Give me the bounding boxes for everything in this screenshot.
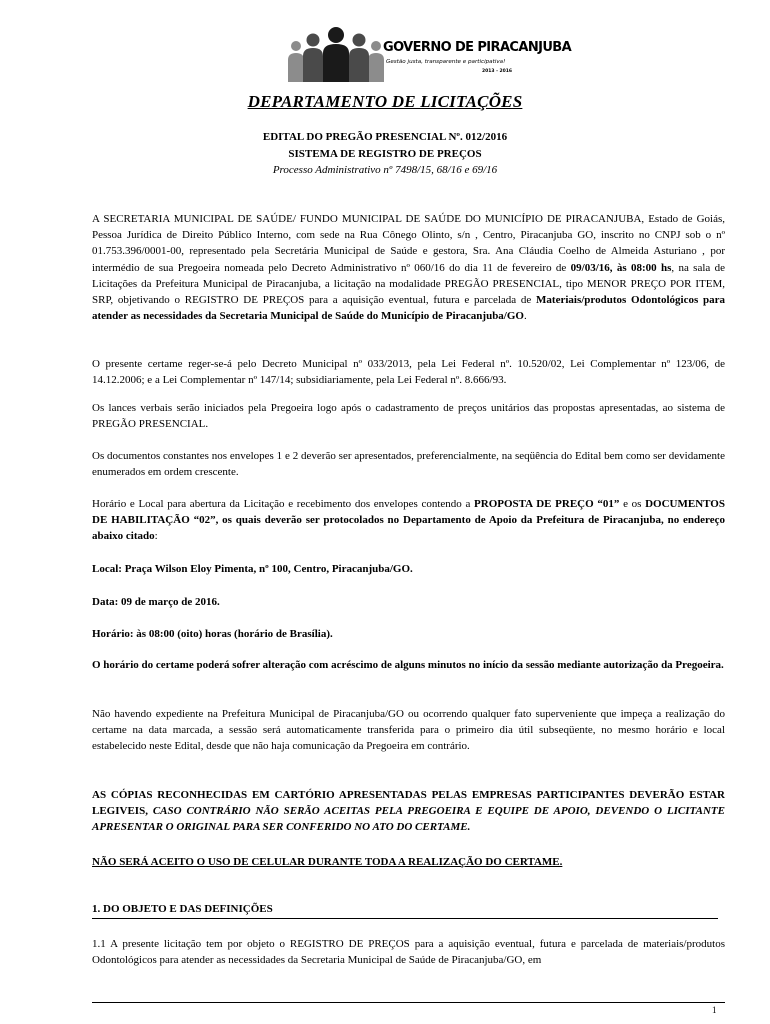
logo-years: 2013 - 2016 [482, 69, 513, 74]
logo-title: GOVERNO DE PIRACANJUBA [383, 40, 572, 55]
section-1-heading: 1. DO OBJETO E DAS DEFINIÇÕES [92, 903, 718, 919]
bids-paragraph: Os lances verbais serão iniciados pela Pregoeira logo após o cadastramento de preços unitários das propostas apresentadas, ao sistema de PREGÃO PRESENCIAL. [92, 402, 725, 431]
legal-basis-paragraph: O presente certame reger-se-á pelo Decreto Municipal nº 033/2013, pela Lei Federal nº. 10.520/02, Lei Complementar nº 123/06, de 14.12.2006; e a Lei Complementar nº 147/14; subsidiariamente, pela Lei Federal nº. 8.666/93. [92, 358, 725, 387]
footer-rule [92, 1002, 725, 1003]
intro-date: 09/03/16, às 08:00 hs [570, 261, 672, 274]
opening-text-c: e os [619, 498, 646, 510]
department-title: DEPARTAMENTO DE LICITAÇÕES [247, 92, 523, 111]
documents-label: DOCUMENTOS DE HABILITAÇÃO “02”, os quais deverão ser protocolados no Departamento de Apoio da Prefeitura de Piracanjuba, no endereço abaixo citado [92, 498, 725, 543]
page-number: 1 [712, 1005, 717, 1015]
government-logo [286, 26, 572, 82]
intro-object: Materiais/produtos Odontológicos para atender as necessidades da Secretaria Municipal de Saúde do Município de Piracanjuba/GO [92, 294, 725, 323]
section-1-1-paragraph: 1.1 A presente licitação tem por objeto o REGISTRO DE PREÇOS para a aquisição eventual, futura e parcelada de materiais/produtos Odontológicos para atender as necessidades da Secretaria Municipal de Saúde de Piracanjuba/GO, em [92, 938, 725, 967]
intro-text-a: A SECRETARIA MUNICIPAL DE SAÚDE/ FUNDO MUNICIPAL DE SAÚDE DO MUNICÍPIO DE PIRACANJUBA, Estado de Goiás, Pessoa Jurídica de Direito Público Interno, com sede na Rua Cônego Olinto, s/n , Centro, Piracanjuba GO, inscrito no CNPJ sob o nº 01.753.396/0001-00, representado pela Secretária Municipal de Saúde e gestora, Sra. Ana Cláudia Coelho de Almeida Asturiano , por intermédio de sua Pregoeira nomeada pelo Decreto Administrativo nº 060/16 do dia 11 de fevereiro de [92, 213, 725, 274]
intro-text-e: . [523, 310, 527, 323]
date-line: Data: 09 de março de 2016. [92, 596, 220, 608]
no-business-day-paragraph: Não havendo expediente na Prefeitura Municipal de Piracanjuba/GO ou ocorrendo qualquer fato superveniente que impeça a realização do certame na data marcada, a sessão será automaticamente transferida para o primeiro dia útil subseqüente, no mesmo horário e local estabelecido neste Edital, desde que não haja comunicação da Pregoeira em contrário. [92, 708, 725, 753]
edital-subtitle: SISTEMA DE REGISTRO DE PREÇOS [288, 148, 482, 160]
copies-notice-paragraph [92, 787, 725, 836]
proposal-label: PROPOSTA DE PREÇO “01” [474, 498, 620, 510]
copies-text-b: CASO CONTRÁRIO NÃO SERÃO ACEITAS PELA PREGOEIRA E EQUIPE DE APOIO, DEVENDO O LICITANTE APRESENTAR O ORIGINAL PARA SER CONFERIDO NO ATO DO CERTAME. [92, 805, 725, 834]
opening-text-e: : [154, 530, 158, 543]
time-line: Horário: às 08:00 (oito) horas (horário de Brasília). [92, 628, 333, 640]
opening-text-a: Horário e Local para abertura da Licitação e recebimento dos envelopes contendo a [92, 498, 475, 510]
people-logo-icon [286, 26, 386, 82]
edital-title: EDITAL DO PREGÃO PRESENCIAL Nº. 012/2016 [262, 131, 508, 143]
process-number: Processo Administrativo nº 7498/15, 68/16 e 69/16 [272, 164, 498, 176]
logo-tagline: Gestão justa, transparente e participativa! [386, 59, 506, 65]
cellphone-notice: NÃO SERÁ ACEITO O USO DE CELULAR DURANTE TODA A REALIZAÇÃO DO CERTAME. [92, 856, 563, 868]
intro-text-c: , na sala de Licitações da Prefeitura Municipal de Piracanjuba, a licitação na modalidade PREGÃO PRESENCIAL, tipo MENOR PREÇO POR ITEM, SRP, objetivando o REGISTRO DE PREÇOS para a aquisição eventual, futura e parcelada de [92, 261, 725, 307]
schedule-change-paragraph: O horário do certame poderá sofrer alteração com acréscimo de alguns minutos no início da sessão mediante autorização da Pregoeira. [92, 659, 724, 671]
opening-paragraph [92, 496, 725, 545]
intro-paragraph [92, 211, 725, 324]
copies-text-a: AS CÓPIAS RECONHECIDAS EM CARTÓRIO APRESENTADAS PELAS EMPRESAS PARTICIPANTES DEVERÃO ESTAR LEGIVEIS, [92, 789, 725, 818]
local-line: Local: Praça Wilson Eloy Pimenta, nº 100, Centro, Piracanjuba/GO. [92, 563, 413, 575]
envelopes-paragraph: Os documentos constantes nos envelopes 1 e 2 deverão ser apresentados, preferencialmente, na seqüência do Edital bem como ser devidamente enumerados em ordem crescente. [92, 450, 725, 479]
